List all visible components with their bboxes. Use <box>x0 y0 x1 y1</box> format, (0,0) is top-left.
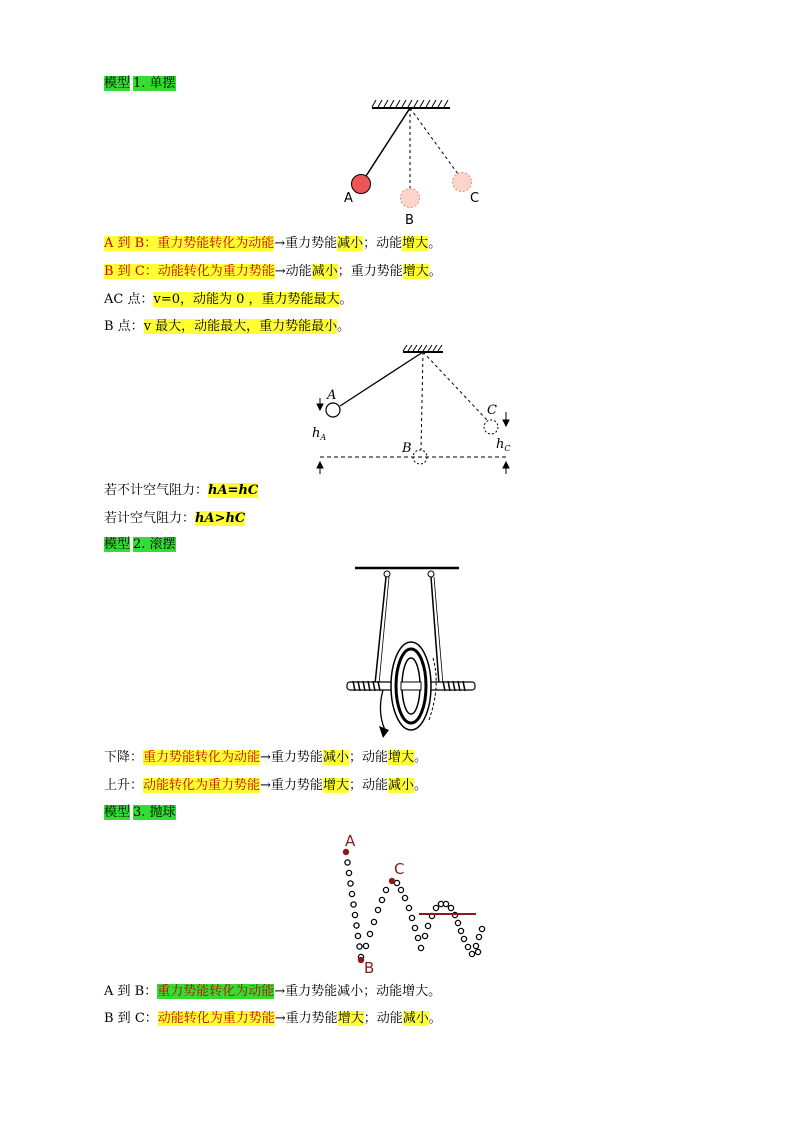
section1-heading <box>104 74 176 94</box>
label-a: A <box>327 388 337 403</box>
section2-heading: 模型 2. 滚摆 <box>104 537 176 552</box>
label-a: A <box>345 832 356 850</box>
height-line-2: 若计空气阻力：hA>hC <box>104 511 246 526</box>
ball-dot <box>473 943 478 948</box>
string-a <box>366 108 410 176</box>
ball-dot <box>422 933 427 938</box>
ball-dot <box>352 912 357 917</box>
ball-dot <box>448 905 453 910</box>
bob-c <box>453 173 472 192</box>
label-b: B <box>402 441 412 456</box>
ball-dot <box>349 891 354 896</box>
bob-a <box>352 175 371 194</box>
pendulum-line-1: A 到 B：重力势能转化为动能→重力势能减小；动能增大。 <box>104 236 442 251</box>
rotation-arrow <box>380 690 385 730</box>
point-c <box>389 878 395 884</box>
ball-dot <box>465 944 470 949</box>
section3-heading: 模型 3. 抛球 <box>104 805 176 820</box>
ball-dot <box>443 901 448 906</box>
ball-dot <box>383 887 388 892</box>
maxwell-wheel-figure <box>343 562 483 742</box>
ball-dot <box>415 935 420 940</box>
ball-dot <box>412 925 417 930</box>
ball-dot <box>379 897 384 902</box>
ball-dot <box>475 949 480 954</box>
label-c: C <box>487 403 497 418</box>
ceiling-hatch <box>403 345 443 352</box>
string-c <box>423 352 487 420</box>
label-c: C <box>470 191 480 206</box>
label-hc: $h_C$ <box>496 437 511 453</box>
bob-c <box>484 420 498 434</box>
ball-dot <box>433 905 438 910</box>
pendulum-height-figure <box>305 342 520 477</box>
label-a: A <box>344 191 353 206</box>
ball-dot <box>351 902 356 907</box>
string-b <box>421 352 423 450</box>
ceiling-hatch <box>372 100 450 108</box>
wheel <box>391 642 431 730</box>
ball-dot <box>418 945 423 950</box>
string-a <box>340 352 423 406</box>
label-ha: $h_A$ <box>312 426 327 442</box>
ball-line-2: B 到 C：动能转化为重力势能→重力势能增大；动能减小。 <box>104 1011 442 1026</box>
ball-dot <box>458 928 463 933</box>
label-c: C <box>394 860 405 878</box>
ball-dot <box>479 926 484 931</box>
ball-dot <box>398 887 403 892</box>
ball-dot <box>461 936 466 941</box>
ball-dot <box>363 943 368 948</box>
string-c <box>410 108 458 174</box>
ball-dot <box>357 944 362 949</box>
ball-dot <box>354 923 359 928</box>
ball-dot <box>346 870 351 875</box>
ball-trajectory <box>345 860 485 960</box>
pendulum-line-4: B 点：v 最大，动能最大，重力势能最小。 <box>104 319 351 334</box>
model-prefix: 模型 <box>104 76 131 91</box>
pendulum-line-2: B 到 C：动能转化为重力势能→动能减小；重力势能增大。 <box>104 264 442 279</box>
ball-dot <box>375 907 380 912</box>
bob-a <box>326 403 340 417</box>
ball-dot <box>367 931 372 936</box>
ball-dot <box>371 919 376 924</box>
label-b: B <box>405 213 414 228</box>
bob-b <box>401 189 420 208</box>
pendulum-line-3: AC 点：v=0，动能为 0 ，重力势能最大。 <box>104 292 353 307</box>
ball-dot <box>476 934 481 939</box>
height-line-1: 若不计空气阻力：hA=hC <box>104 483 259 498</box>
simple-pendulum-figure <box>330 96 490 231</box>
wheel-line-1: 下降：重力势能转化为动能→重力势能减小；动能增大。 <box>104 750 427 765</box>
ball-dot <box>348 881 353 886</box>
label-b: B <box>364 959 375 977</box>
bouncing-ball-figure <box>330 828 490 978</box>
ball-line-1: A 到 B：重力势能转化为动能→重力势能减小；动能增大。 <box>104 984 442 999</box>
ball-dot <box>355 933 360 938</box>
ball-dot <box>469 951 474 956</box>
ball-dot <box>345 860 350 865</box>
model-title: 1. 单摆 <box>133 76 176 91</box>
ball-dot <box>455 920 460 925</box>
ball-dot <box>402 895 407 900</box>
ball-dot <box>406 905 411 910</box>
wheel-line-2: 上升：动能转化为重力势能→重力势能增大；动能减小。 <box>104 778 427 793</box>
ball-dot <box>409 915 414 920</box>
ball-dot <box>425 923 430 928</box>
